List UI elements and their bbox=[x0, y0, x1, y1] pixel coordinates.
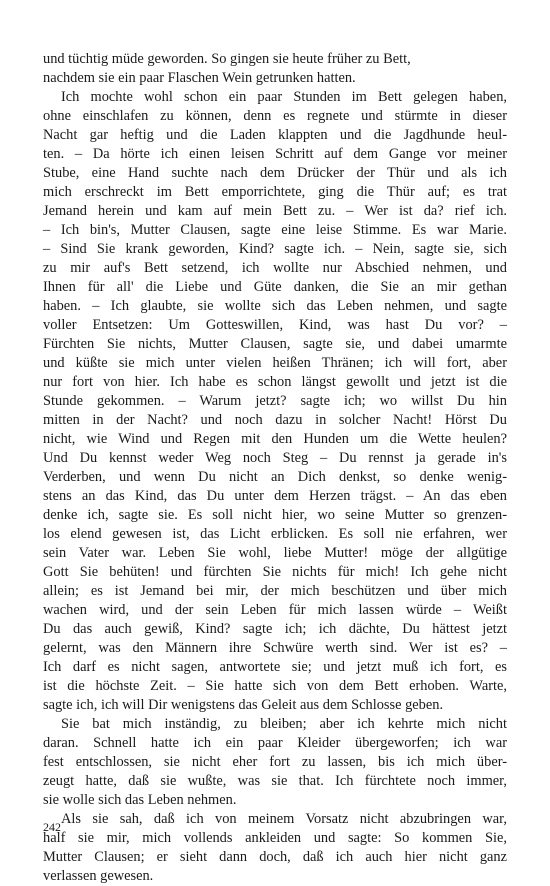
body-text bbox=[43, 50, 507, 886]
text-line: sein Vater war. Leben Sie wohl, liebe Mutter! möge der allgütige bbox=[43, 545, 507, 561]
paragraph-start-line: Ich mochte wohl schon ein paar Stunden im Bett gelegen haben, bbox=[61, 89, 507, 105]
text-line: los elend gewesen ist, das Licht erblicken. Es soll nie erfahren, wer bbox=[43, 526, 507, 542]
text-line: ist die höchste Zeit. – Sie hatte sich von dem Bett erhoben. Warte, bbox=[43, 678, 507, 694]
text-line: zu mir auf's Bett setzend, ich wollte nur Abschied nehmen, und bbox=[43, 260, 507, 276]
text-line: voller Entsetzen: Um Gotteswillen, Kind, was hast Du vor? – bbox=[43, 317, 507, 333]
text-line: sie wolle sich das Leben nehmen. bbox=[43, 792, 237, 808]
text-line: nachdem sie ein paar Flaschen Wein getrunken hatten. bbox=[43, 70, 356, 86]
text-line: nur fort von hier. Ich habe es schon längst gewollt und jetzt ist die bbox=[43, 374, 507, 390]
text-line: – Ich bin's, Mutter Clausen, sagte eine leise Stimme. Es war Marie. bbox=[43, 222, 507, 238]
text-line: und küßte sie mich unter vielen heißen Thränen; ich will fort, aber bbox=[43, 355, 507, 371]
text-line: wachen wird, und der sein Leben für mich lassen würde – Weißt bbox=[43, 602, 507, 618]
text-line: – Sind Sie krank geworden, Kind? sagte ich. – Nein, sagte sie, sich bbox=[43, 241, 507, 257]
text-line: Stube, eine Hand suchte nach dem Drücker der Thür und als ich bbox=[43, 165, 507, 181]
text-line: gelernt, was den Männern ihre Schwüre werth sind. Wer ist es? – bbox=[43, 640, 507, 656]
text-line: daran. Schnell hatte ich ein paar Kleider übergeworfen; ich war bbox=[43, 735, 507, 751]
paragraph-start-line: Sie bat mich inständig, zu bleiben; aber ich kehrte mich nicht bbox=[61, 716, 507, 732]
text-line: Mutter Clausen; er sieht dann doch, daß ich auch hier nicht ganz bbox=[43, 849, 507, 865]
text-line: half sie mir, mich vollends ankleiden und sagte: So kommen Sie, bbox=[43, 830, 507, 846]
text-line: mitten in der Nacht? und noch dazu in solcher Nacht! Hörst Du bbox=[43, 412, 507, 428]
text-line: ten. – Da hörte ich einen leisen Schritt auf dem Gange vor meiner bbox=[43, 146, 507, 162]
text-line: haben. – Ich glaubte, sie wollte sich das Leben nehmen, und sagte bbox=[43, 298, 507, 314]
text-line: fest entschlossen, sie nicht eher fort zu lassen, bis ich mich über- bbox=[43, 754, 507, 770]
text-line: stens an das Kind, das Du unter dem Herzen trägst. – An das eben bbox=[43, 488, 507, 504]
text-line: Gott Sie behüten! und fürchten Sie nichts für mich! Ich gehe nicht bbox=[43, 564, 507, 580]
text-line: allein; es ist Jemand bei mir, der mich beschützen und über mich bbox=[43, 583, 507, 599]
text-line: Du das auch gewiß, Kind? sagte ich; ich dächte, Du hättest jetzt bbox=[43, 621, 507, 637]
text-line: Ich darf es nicht sagen, antwortete sie; und jetzt muß ich fort, es bbox=[43, 659, 507, 675]
text-line: Stunde gekommen. – Warum jetzt? sagte ich; wo willst Du hin bbox=[43, 393, 507, 409]
text-line: denke ich, sagte sie. Es soll nicht hier, wo seine Mutter so grenzen- bbox=[43, 507, 507, 523]
text-line: verlassen gewesen. bbox=[43, 868, 154, 884]
text-line: Und Du kennst weder Weg noch Steg – Du rennst ja gerade in's bbox=[43, 450, 507, 466]
text-line: und tüchtig müde geworden. So gingen sie heute früher zu Bett, bbox=[43, 51, 411, 67]
paragraph-start-line: Als sie sah, daß ich von meinem Vorsatz nicht abzubringen war, bbox=[61, 811, 507, 827]
text-line: Ihnen für all' die Liebe und Güte danken, die Sie an mir gethan bbox=[43, 279, 507, 295]
text-line: Fürchten Sie nichts, Mutter Clausen, sagte sie, und dabei umarmte bbox=[43, 336, 507, 352]
text-line: Jemand herein und kam auf mein Bett zu. – Wer ist da? rief ich. bbox=[43, 203, 507, 219]
text-line: Verderben, und wenn Du nicht an Dich denkst, so denke wenig- bbox=[43, 469, 507, 485]
text-line: mich erschreckt im Bett emporrichtete, ging die Thür auf; es trat bbox=[43, 184, 507, 200]
text-line: nicht, wie Wind und Regen mit den Hunden um die Wette heulen? bbox=[43, 431, 507, 447]
text-line: sagte ich, ich will Dir wenigstens das Geleit aus dem Schlosse geben. bbox=[43, 697, 444, 713]
text-line: zeugt hatte, daß sie wußte, was sie that. Ich fürchtete noch immer, bbox=[43, 773, 507, 789]
page-number: 242 bbox=[43, 820, 61, 834]
text-line: Nacht gar heftig und die Laden klappten und die Jagdhunde heul- bbox=[43, 127, 507, 143]
text-line: ohne einschlafen zu können, denn es regnete und stürmte in dieser bbox=[43, 108, 507, 124]
